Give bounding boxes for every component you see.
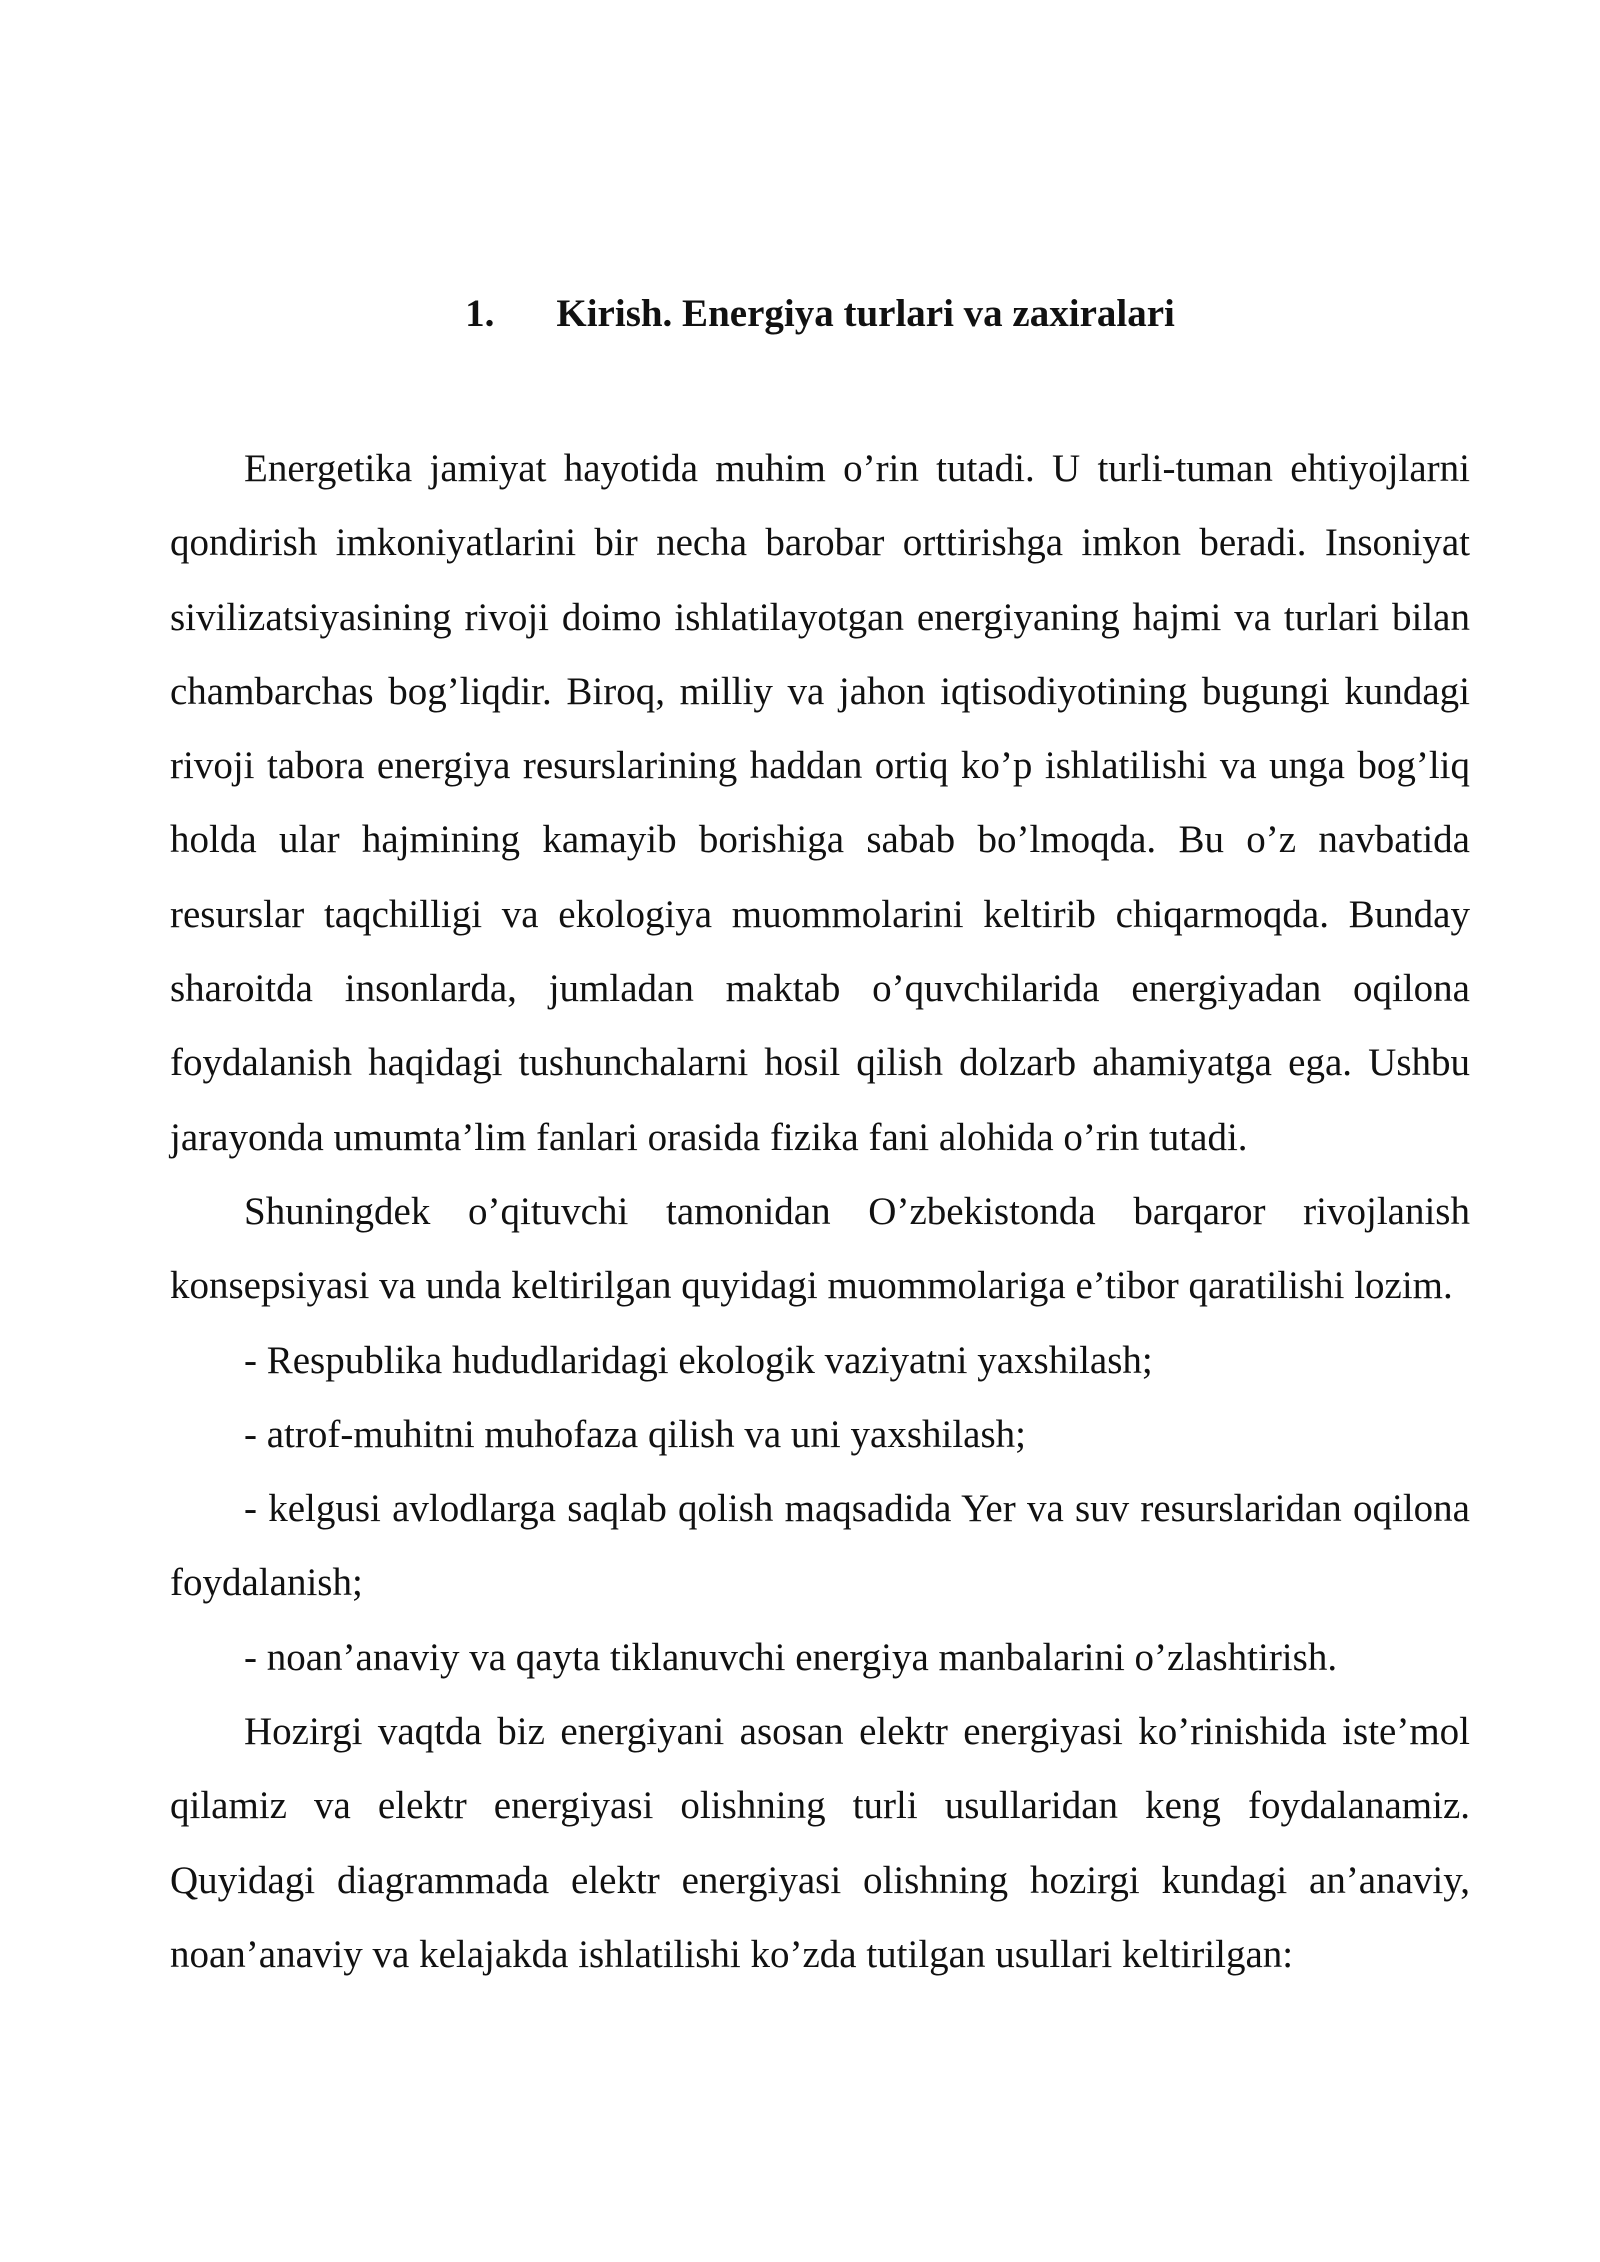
section-title: Kirish. Energiya turlari va zaxiralari — [556, 292, 1175, 335]
section-heading — [170, 288, 1470, 340]
body-text — [170, 432, 1470, 1992]
list-item: - atrof-muhitni muhofaza qilish va uni yaxshilash; — [244, 1412, 1026, 1456]
section-number: 1. — [465, 292, 495, 335]
paragraph-concept: Shuningdek o’qituvchi tamonidan O’zbekistonda barqaror rivojlanish konsepsiyasi va unda keltirilgan quyidagi muommolariga e’tibor qaratilishi lozim. — [170, 1189, 1470, 1308]
list-item: - kelgusi avlodlarga saqlab qolish maqsadida Yer va suv resurslaridan oqilona foydalanish; — [170, 1487, 1470, 1605]
list-item: - Respublika hududlaridagi ekologik vaziyatni yaxshilash; — [244, 1338, 1153, 1382]
list-item: - noan’anaviy va qayta tiklanuvchi energiya manbalarini o’zlashtirish. — [244, 1635, 1338, 1679]
paragraph-intro: Energetika jamiyat hayotida muhim o’rin tutadi. U turli-tuman ehtiyojlarni qondirish imkoniyatlarini bir necha barobar orttirishga imkon beradi. Insoniyat sivilizatsiyasining rivoji doimo ishlatilayotgan energiyaning hajmi va turlari bilan chambarchas bog’liqdir. Biroq, milliy va jahon iqtisodiyotining bugungi kundagi rivoji tabora energiya resurslarining haddan ortiq ko’p ishlatilishi va unga bog’liq holda ular hajmining kamayib borishiga sabab bo’lmoqda. Bu o’z navbatida resurslar taqchilligi va ekologiya muommolarini keltirib chiqarmoqda. Bunday sharoitda insonlarda, jumladan maktab o’quvchilarida energiyadan oqilona foydalanish haqidagi tushunchalarni hosil qilish dolzarb ahamiyatga ega. Ushbu jarayonda umumta’lim fanlari orasida fizika fani alohida o’rin tutadi. — [170, 447, 1470, 1159]
paragraph-diagram-intro: Hozirgi vaqtda biz energiyani asosan elektr energiyasi ko’rinishida iste’mol qilamiz va elektr energiyasi olishning turli usullaridan keng foydalanamiz. Quyidagi diagrammada elektr energiyasi olishning hozirgi kundagi an’anaviy, noan’anaviy va kelajakda ishlatilishi ko’zda tutilgan usullari keltirilgan: — [170, 1710, 1470, 1976]
